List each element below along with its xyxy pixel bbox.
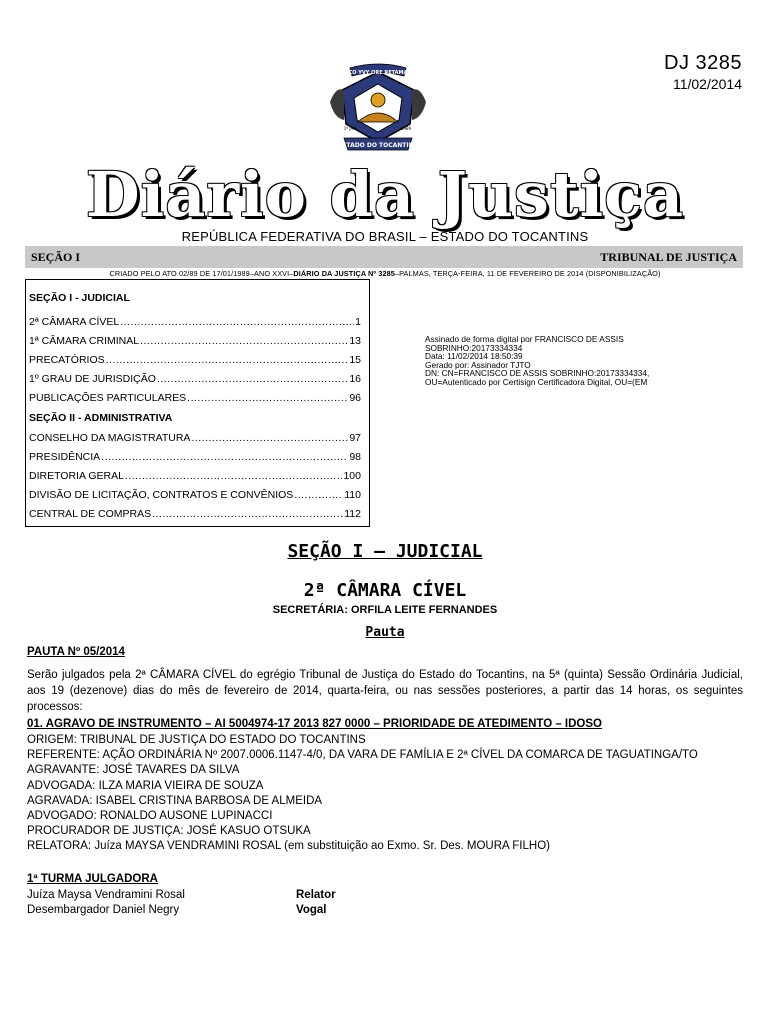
- section-bar: [25, 246, 743, 268]
- edition-number: DJ 3285: [664, 52, 742, 74]
- toc-section2-heading: SEÇÃO II - ADMINISTRATIVA: [29, 412, 173, 424]
- signature-line: DN: CN=FRANCISCO DE ASSIS SOBRINHO:20173334334,: [425, 368, 650, 378]
- republic-line: REPÚBLICA FEDERATIVA DO BRASIL – ESTADO DO TOCANTINS: [181, 229, 589, 244]
- toc-item[interactable]: 2ª CÂMARA CÍVEL ..... 1: [29, 316, 361, 335]
- toc-item[interactable]: PRECATÓRIOS ..... 15: [29, 354, 361, 373]
- pauta-heading: Pauta: [365, 625, 405, 640]
- creation-prefix: CRIADO PELO ATO 02/89 DE 17/01/1989–ANO XXVI–: [109, 269, 294, 278]
- case-detail-line: AGRAVADA: ISABEL CRISTINA BARBOSA DE ALMEIDA: [27, 794, 323, 807]
- masthead-title: Diário da Justiça: [85, 158, 685, 231]
- signature-line: OU=Autenticado por Certisign Certificadora Digital, OU=(EM: [425, 376, 648, 387]
- creation-suffix: –PALMAS, TERÇA-FEIRA, 11 DE FEVEREIRO DE 2014 (DISPONIBILIZAÇÃO): [394, 269, 661, 278]
- member-role: Vogal: [296, 904, 327, 916]
- signature-line: SOBRINHO:20173334334: [425, 342, 523, 353]
- table-of-contents: [25, 279, 370, 527]
- toc-item[interactable]: PRESIDÊNCIA ..... 98: [29, 451, 361, 470]
- tribunal-label: TRIBUNAL DE JUSTIÇA: [600, 249, 737, 264]
- seal-left-date: 1º JAN: [343, 126, 357, 131]
- digital-signature: [425, 335, 715, 386]
- coat-of-arms-icon: [328, 62, 428, 154]
- turma-member: [27, 903, 527, 918]
- toc-item[interactable]: PUBLICAÇÕES PARTICULARES ..... 96: [29, 392, 361, 411]
- creation-line: [0, 269, 770, 278]
- creation-edition: DIÁRIO DA JUSTIÇA Nº 3285: [293, 269, 395, 278]
- toc-item[interactable]: CONSELHO DA MAGISTRATURA ..... 97: [29, 432, 361, 451]
- section-title: SEÇÃO I – JUDICIAL: [287, 541, 483, 562]
- edition-date: 11/02/2014: [672, 76, 742, 92]
- toc-item[interactable]: 1º GRAU DE JURISDIÇÃO ..... 16: [29, 373, 361, 392]
- member-role: Relator: [296, 889, 336, 901]
- section-label: SEÇÃO I: [31, 249, 81, 264]
- member-name: Desembargador Daniel Negry: [27, 904, 180, 916]
- turma-list: [27, 888, 527, 918]
- secretaria-line: SECRETÁRIA: ORFILA LEITE FERNANDES: [272, 604, 498, 616]
- intro-paragraph: Serão julgados pela 2ª CÂMARA CÍVEL do egrégio Tribunal de Justiça do Estado do Tocantins, na 5ª (quinta) Sessão Ordinária Judicial, aos 19 (dezenove) dias do mês de fevereiro de 2014, quarta-feira, ou nas sessões posteriores, a partir das 14 horas, os seguintes processos:: [27, 669, 743, 713]
- case-detail-line: AGRAVANTE: JOSÉ TAVARES DA SILVA: [27, 764, 240, 777]
- case-detail-line: ADVOGADA: ILZA MARIA VIEIRA DE SOUZA: [27, 779, 264, 792]
- member-name: Juíza Maysa Vendramini Rosal: [27, 889, 185, 901]
- seal-bottom-text: ESTADO DO TOCANTINS: [338, 142, 418, 149]
- case-detail-line: PROCURADOR DE JUSTIÇA: JOSÉ KASUO OTSUKA: [27, 825, 311, 838]
- pauta-number: PAUTA Nº 05/2014: [27, 646, 125, 658]
- case-title: 01. AGRAVO DE INSTRUMENTO – AI 5004974-17 2013 827 0000 – PRIORIDADE DE ATEDIMENTO – IDOSO: [27, 718, 602, 730]
- toc-section1-heading: SEÇÃO I - JUDICIAL: [29, 292, 130, 304]
- turma-member: [27, 888, 527, 903]
- toc-item[interactable]: DIVISÃO DE LICITAÇÃO, CONTRATOS E CONVÊNIOS ..... 110: [29, 489, 361, 508]
- case-detail-line: ADVOGADO: RONALDO AUSONE LUPINACCI: [27, 810, 273, 823]
- signature-line: Data: 11/02/2014 18:50:39: [425, 351, 523, 361]
- turma-heading: 1ª TURMA JULGADORA: [27, 873, 158, 885]
- case-detail-line: RELATORA: Juíza MAYSA VENDRAMINI ROSAL (em substituição ao Exmo. Sr. Des. MOURA FILHO): [27, 840, 550, 853]
- signature-line: Gerado por: Assinador TJTO: [425, 359, 531, 370]
- seal-banner-text: CO YVY ORE RETAMA: [348, 70, 408, 76]
- case-details: [27, 733, 743, 855]
- toc-item[interactable]: DIRETORIA GERAL ..... 100: [29, 470, 361, 489]
- case-detail-line: ORIGEM: TRIBUNAL DE JUSTIÇA DO ESTADO DO TOCANTINS: [27, 734, 366, 746]
- seal-right-date: 1989: [400, 126, 412, 131]
- signature-line: Assinado de forma digital por FRANCISCO DE ASSIS: [425, 334, 624, 344]
- camara-title: 2ª CÂMARA CÍVEL: [303, 580, 467, 601]
- toc-item[interactable]: CENTRAL DE COMPRAS ..... 112: [29, 508, 361, 527]
- case-detail-line: REFERENTE: AÇÃO ORDINÁRIA Nº 2007.0006.1147-4/0, DA VARA DE FAMÍLIA E 2ª CÍVEL DA COMARCA DE TAGUATINGA/TO: [27, 749, 698, 762]
- toc-item[interactable]: 1ª CÂMARA CRIMINAL ..... 13: [29, 335, 361, 354]
